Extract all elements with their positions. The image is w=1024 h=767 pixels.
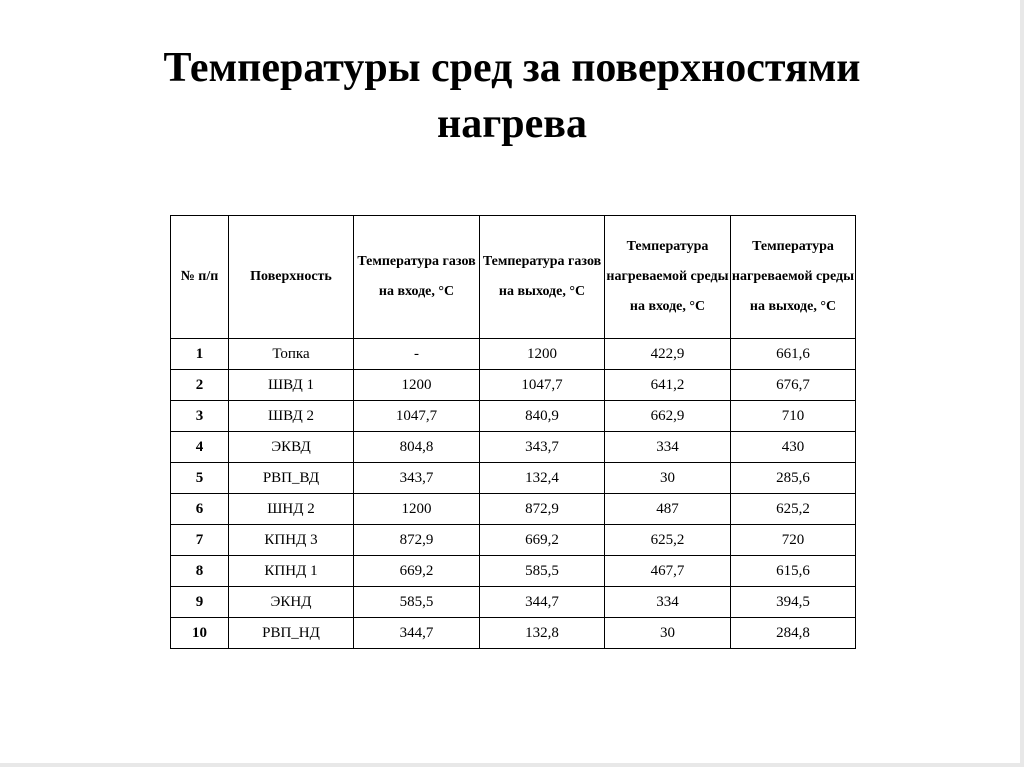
cell-medium-outlet: 430 xyxy=(731,432,856,463)
cell-gas-outlet: 344,7 xyxy=(480,587,605,618)
cell-row-number: 9 xyxy=(171,587,229,618)
temperature-table xyxy=(170,215,856,649)
cell-gas-inlet: 1047,7 xyxy=(354,401,480,432)
cell-gas-outlet: 1200 xyxy=(480,339,605,370)
cell-medium-outlet: 285,6 xyxy=(731,463,856,494)
cell-gas-inlet: 343,7 xyxy=(354,463,480,494)
cell-row-number: 10 xyxy=(171,618,229,649)
cell-row-number: 6 xyxy=(171,494,229,525)
cell-surface: ШНД 2 xyxy=(229,494,354,525)
table-header xyxy=(171,216,856,339)
cell-gas-inlet: 1200 xyxy=(354,370,480,401)
slide-title xyxy=(62,40,962,152)
table-row xyxy=(171,587,856,618)
cell-gas-inlet: 1200 xyxy=(354,494,480,525)
table-row xyxy=(171,494,856,525)
cell-row-number: 7 xyxy=(171,525,229,556)
header-medium-inlet-temp: Температура нагреваемой среды на входе, °С xyxy=(605,216,731,339)
cell-gas-inlet: 344,7 xyxy=(354,618,480,649)
cell-row-number: 1 xyxy=(171,339,229,370)
header-gas-inlet-temp: Температура газов на входе, °С xyxy=(354,216,480,339)
cell-medium-inlet: 30 xyxy=(605,618,731,649)
cell-medium-inlet: 487 xyxy=(605,494,731,525)
cell-row-number: 2 xyxy=(171,370,229,401)
cell-gas-inlet: 804,8 xyxy=(354,432,480,463)
table-body xyxy=(171,339,856,649)
cell-gas-outlet: 132,4 xyxy=(480,463,605,494)
cell-medium-inlet: 662,9 xyxy=(605,401,731,432)
cell-medium-outlet: 394,5 xyxy=(731,587,856,618)
cell-medium-inlet: 422,9 xyxy=(605,339,731,370)
cell-medium-outlet: 710 xyxy=(731,401,856,432)
cell-gas-inlet: 669,2 xyxy=(354,556,480,587)
cell-gas-outlet: 840,9 xyxy=(480,401,605,432)
cell-medium-inlet: 334 xyxy=(605,432,731,463)
cell-gas-outlet: 872,9 xyxy=(480,494,605,525)
header-gas-outlet-temp: Температура газов на выходе, °С xyxy=(480,216,605,339)
cell-surface: КПНД 3 xyxy=(229,525,354,556)
cell-row-number: 5 xyxy=(171,463,229,494)
cell-gas-inlet: 585,5 xyxy=(354,587,480,618)
cell-row-number: 4 xyxy=(171,432,229,463)
cell-gas-outlet: 669,2 xyxy=(480,525,605,556)
cell-gas-outlet: 132,8 xyxy=(480,618,605,649)
cell-medium-inlet: 30 xyxy=(605,463,731,494)
header-medium-outlet-temp: Температура нагреваемой среды на выходе, °С xyxy=(731,216,856,339)
cell-row-number: 3 xyxy=(171,401,229,432)
table-header-row xyxy=(171,216,856,339)
cell-surface: КПНД 1 xyxy=(229,556,354,587)
cell-surface: РВП_ВД xyxy=(229,463,354,494)
cell-medium-outlet: 615,6 xyxy=(731,556,856,587)
cell-gas-outlet: 585,5 xyxy=(480,556,605,587)
cell-medium-outlet: 661,6 xyxy=(731,339,856,370)
slide-title-line-2: нагрева xyxy=(437,101,587,147)
cell-gas-outlet: 343,7 xyxy=(480,432,605,463)
table-row xyxy=(171,432,856,463)
cell-row-number: 8 xyxy=(171,556,229,587)
cell-gas-inlet: - xyxy=(354,339,480,370)
table-row xyxy=(171,525,856,556)
cell-medium-inlet: 641,2 xyxy=(605,370,731,401)
cell-surface: Топка xyxy=(229,339,354,370)
cell-surface: ШВД 1 xyxy=(229,370,354,401)
cell-medium-inlet: 467,7 xyxy=(605,556,731,587)
cell-surface: ЭКВД xyxy=(229,432,354,463)
cell-gas-inlet: 872,9 xyxy=(354,525,480,556)
cell-medium-inlet: 334 xyxy=(605,587,731,618)
header-row-number: № п/п xyxy=(171,216,229,339)
cell-medium-inlet: 625,2 xyxy=(605,525,731,556)
cell-surface: ШВД 2 xyxy=(229,401,354,432)
table-row xyxy=(171,463,856,494)
slide-title-line-1: Температуры сред за поверхностями xyxy=(163,45,861,91)
header-surface: Поверхность xyxy=(229,216,354,339)
table-row xyxy=(171,618,856,649)
table-row xyxy=(171,401,856,432)
table-row xyxy=(171,339,856,370)
table-row xyxy=(171,370,856,401)
cell-medium-outlet: 720 xyxy=(731,525,856,556)
cell-surface: ЭКНД xyxy=(229,587,354,618)
cell-surface: РВП_НД xyxy=(229,618,354,649)
cell-medium-outlet: 284,8 xyxy=(731,618,856,649)
cell-medium-outlet: 625,2 xyxy=(731,494,856,525)
cell-medium-outlet: 676,7 xyxy=(731,370,856,401)
cell-gas-outlet: 1047,7 xyxy=(480,370,605,401)
table-row xyxy=(171,556,856,587)
